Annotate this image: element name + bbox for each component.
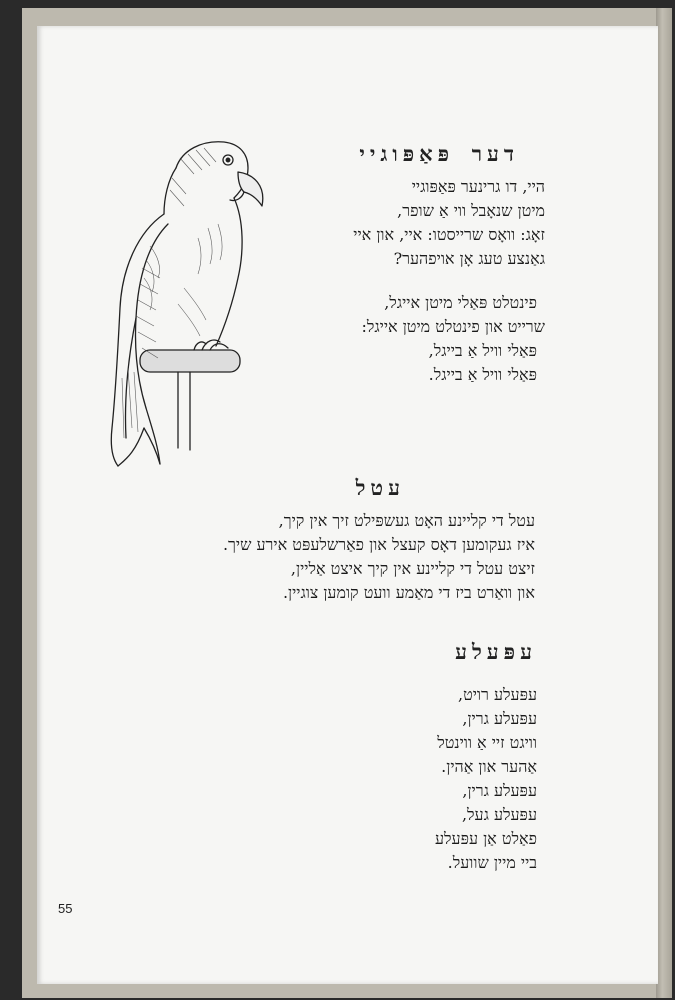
poem-title: עטל <box>355 476 405 500</box>
poem-line: עפּעלע גרין, <box>462 709 537 728</box>
cover-edge <box>656 8 672 998</box>
poem-epele <box>435 640 537 875</box>
poem-line: זאָג: וואָס שרייסטו: איי, און איי <box>353 225 545 244</box>
poem-line: פּאַלי וויל אַ בייגל, <box>428 341 537 360</box>
poem-line: זיצט עטל די קליינע אין קיך איצט אַליין, <box>290 559 535 578</box>
poem-line: מיטן שנאָבל ווי אַ שופר, <box>397 201 545 220</box>
poem-title: עפּעלע <box>455 640 537 664</box>
poem-line: ביי מיין שוועל. <box>447 853 537 872</box>
poem-line: איז געקומען דאָס קעצל און פאַרשלעפּט אירע שיך. <box>222 535 535 554</box>
poem-line: גאַנצע טעג אָן אויפהער? <box>393 249 545 268</box>
poem-line: וויגט זיי אַ ווינטל <box>437 733 537 752</box>
poem-line: עפּעלע גרין, <box>462 781 537 800</box>
poem-line: פּאַלי וויל אַ בייגל. <box>428 365 537 384</box>
poem-line: היי, דו גרינער פּאַפּוגיי <box>411 177 545 196</box>
parrot-illustration <box>98 128 268 473</box>
poem-line: און וואַרט ביז די מאַמע וועט קומען צוגיין. <box>282 583 535 602</box>
poem-line: פאַלט אַן עפּעלע <box>434 829 537 848</box>
poem-title: דער פּאַפּוגיי <box>359 142 519 166</box>
poem-line: אַהער און אַהין. <box>441 757 537 776</box>
poem-line: עטל די קליינע האָט געשפּילט זיך אין קיך, <box>278 511 535 530</box>
page-number: 55 <box>58 901 73 916</box>
poem-line: עפּעלע רויט, <box>457 685 537 704</box>
poem-line: עפּעלע געל, <box>461 805 537 824</box>
poem-etl <box>223 476 535 605</box>
poem-parrot <box>353 142 545 387</box>
poem-line: פינטלט פּאַלי מיטן אייגל, <box>384 293 537 312</box>
poem-line: שרייט און פינטלט מיטן אייגל: <box>361 317 545 336</box>
stanza-gap <box>353 271 545 291</box>
